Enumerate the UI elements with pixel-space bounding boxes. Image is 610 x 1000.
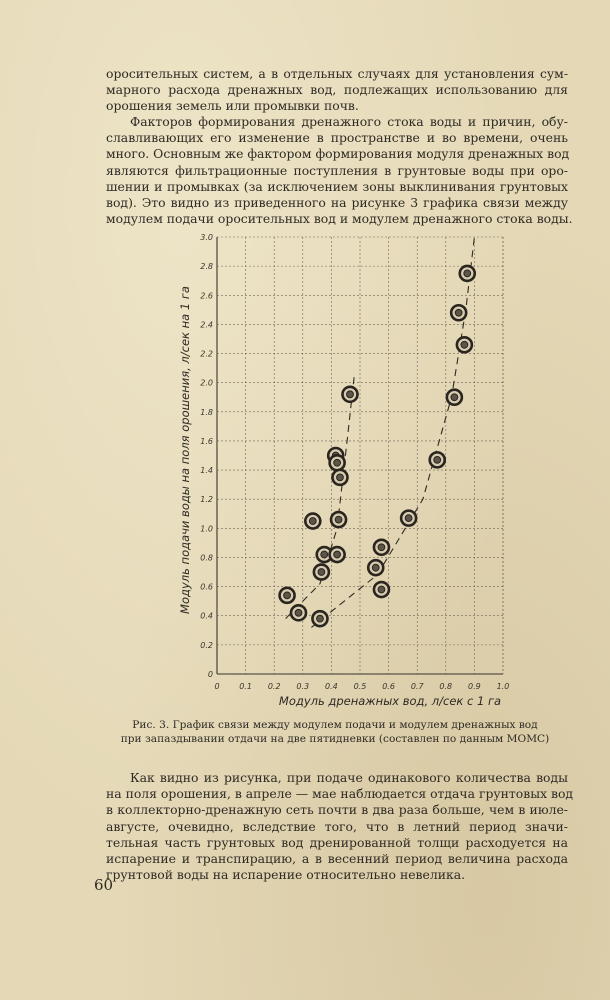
- data-point: [374, 582, 389, 597]
- figure-caption: [95, 718, 575, 746]
- data-point: [374, 540, 389, 555]
- y-tick-label: 1.8: [200, 407, 213, 417]
- data-point-core: [464, 270, 471, 277]
- paragraph2-line: много. Основным же фактором формирования модуля дренажных вод: [106, 146, 570, 162]
- data-point-core: [434, 456, 441, 463]
- data-point: [330, 455, 345, 470]
- data-point-core: [284, 592, 291, 599]
- paragraph3-line: испарение и транспирацию, а в весенний период величина расхода: [106, 851, 568, 867]
- paragraph-3: [106, 770, 574, 883]
- paragraph2-line: модулем подачи оросительных вод и модулем дренажного стока воды.: [106, 211, 573, 227]
- data-point: [330, 547, 345, 562]
- chart-grid: [217, 237, 503, 674]
- data-point: [314, 565, 329, 580]
- data-point-core: [321, 551, 328, 558]
- data-point-core: [451, 394, 458, 401]
- x-tick-label: 0.8: [439, 682, 453, 691]
- y-tick-label: 2.4: [200, 320, 213, 330]
- data-point: [430, 452, 445, 467]
- trend-line: [286, 375, 355, 618]
- y-tick-label: 0.8: [200, 553, 213, 563]
- y-tick-label: 1.0: [200, 524, 213, 534]
- data-point: [447, 390, 462, 405]
- data-point: [451, 305, 466, 320]
- paragraph2-line: вод). Это видно из приведенного на рисунке 3 графика связи между: [106, 195, 568, 211]
- data-point-core: [372, 564, 379, 571]
- paragraph2-line: шении и промывках (за исключением зоны выклинивания грунтовых: [106, 178, 568, 194]
- paragraph3-line: грунтовой воды на испарение относительно невелика.: [106, 867, 466, 883]
- data-point: [332, 470, 347, 485]
- y-tick-label: 1.6: [200, 436, 213, 446]
- y-tick-label: 2.0: [200, 378, 213, 388]
- data-point: [312, 611, 327, 626]
- data-point-core: [378, 544, 385, 551]
- x-tick-label: 0.6: [382, 682, 395, 691]
- paragraph3-line: Как видно из рисунка, при подаче одинакового количества воды: [130, 770, 568, 785]
- y-tick-label: 0: [207, 670, 213, 679]
- data-point-core: [337, 474, 344, 481]
- data-point: [280, 588, 295, 603]
- data-point-core: [347, 391, 354, 398]
- x-tick-label: 0.5: [353, 682, 367, 691]
- x-tick-label: 0.7: [410, 682, 424, 691]
- y-tick-label: 0.2: [200, 640, 213, 650]
- x-tick-label: 1.0: [496, 682, 510, 691]
- paragraph1-line: орошения земель или промывки почв.: [106, 98, 359, 114]
- x-tick-label: 0: [214, 682, 220, 691]
- page-number: 60: [94, 876, 114, 894]
- y-axis-label: Модуль подачи воды на поля орошения, л/сек на 1 га: [178, 286, 192, 614]
- data-point: [457, 337, 472, 352]
- x-tick-label: 0.4: [325, 682, 338, 691]
- y-tick-label: 1.2: [200, 495, 213, 505]
- data-point: [401, 511, 416, 526]
- data-point-core: [295, 609, 302, 616]
- caption-line-1: Рис. 3. График связи между модулем подачи и модулем дренажных вод: [132, 719, 538, 731]
- paragraph1-line: оросительных систем, а в отдельных случаях для установления сум-: [106, 66, 568, 81]
- data-point: [305, 514, 320, 529]
- paragraph3-line: на поля орошения, в апреле — мае наблюдается отдача грунтовых вод: [106, 786, 574, 802]
- y-tick-label: 2.2: [200, 349, 213, 359]
- data-point-core: [335, 516, 342, 523]
- chart-ticks: [200, 233, 509, 691]
- paragraph3-line: в коллекторно-дренажную сеть почти в два раза больше, чем в июле-: [106, 802, 568, 818]
- data-point: [331, 512, 346, 527]
- data-point-core: [455, 309, 462, 316]
- data-point-core: [334, 551, 341, 558]
- data-point-core: [318, 569, 325, 576]
- y-tick-label: 0.6: [200, 582, 213, 592]
- y-tick-label: 0.4: [200, 611, 213, 621]
- chart-points: [280, 266, 475, 626]
- x-tick-label: 0.1: [239, 682, 252, 691]
- data-point-core: [461, 341, 468, 348]
- data-point-core: [405, 515, 412, 522]
- data-point-core: [334, 459, 341, 466]
- y-tick-label: 2.6: [200, 291, 213, 301]
- x-tick-label: 0.9: [468, 682, 481, 691]
- data-point: [342, 387, 357, 402]
- paragraph3-line: августе, очевидно, вследствие того, что в летний период значи-: [106, 818, 568, 834]
- caption-line-2: при запаздывании отдачи на две пятидневки (составлен по данным МОМС): [120, 733, 550, 745]
- x-axis-label: Модуль дренажных вод, л/сек с 1 га: [278, 694, 502, 708]
- data-point-core: [378, 586, 385, 593]
- data-point-core: [317, 615, 324, 622]
- paragraph1-line: марного расхода дренажных вод, подлежащих использованию для: [106, 82, 568, 98]
- y-tick-label: 2.8: [200, 262, 213, 272]
- data-point: [460, 266, 475, 281]
- y-tick-label: 3.0: [200, 233, 213, 242]
- paragraph2-line: являются фильтрационные поступления в грунтовые воды при оро-: [106, 162, 568, 178]
- data-point-core: [309, 518, 316, 525]
- data-point: [291, 605, 306, 620]
- x-tick-label: 0.3: [296, 682, 310, 691]
- y-tick-label: 1.4: [200, 466, 213, 476]
- paragraph3-line: тельная часть грунтовых вод дренированной толщи расходуется на: [106, 834, 568, 850]
- paragraph2-line: славливающих его изменение в пространстве и во времени, очень: [106, 130, 568, 146]
- data-point: [368, 560, 383, 575]
- paragraph2-line: Факторов формирования дренажного стока воды и причин, обу-: [130, 114, 568, 129]
- x-tick-label: 0.2: [267, 682, 281, 691]
